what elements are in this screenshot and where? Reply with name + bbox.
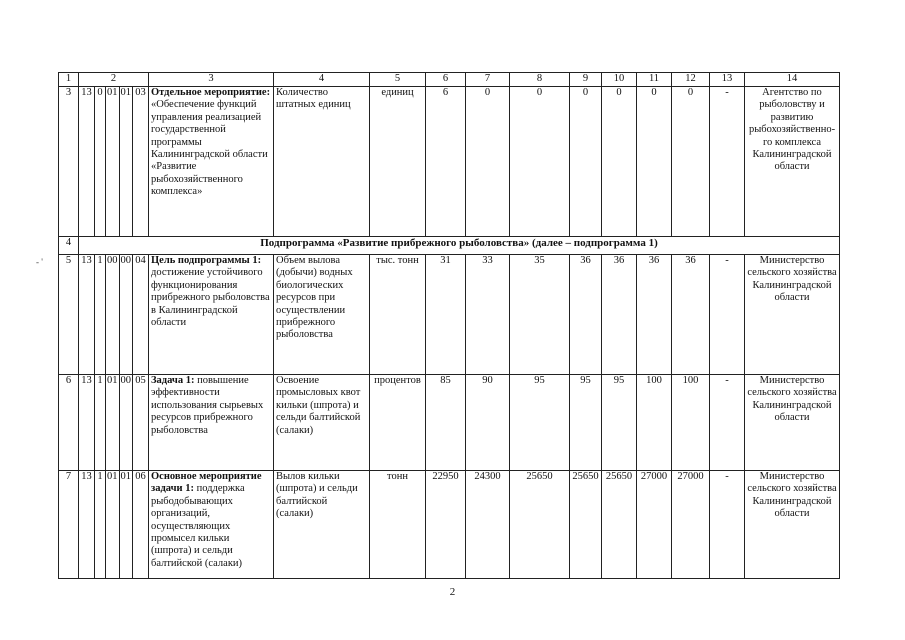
value-cell: 33	[466, 255, 510, 375]
header-cell: 1	[59, 73, 79, 87]
code-cell: 04	[133, 255, 149, 375]
header-cell: 3	[149, 73, 274, 87]
code-cell: 01	[119, 471, 133, 579]
title-cell	[149, 87, 274, 237]
code-cell: 00	[119, 375, 133, 471]
value-cell: 24300	[466, 471, 510, 579]
header-cell: 4	[274, 73, 370, 87]
value-cell: 95	[602, 375, 637, 471]
code-cell: 13	[79, 255, 95, 375]
indicator-cell: Объем вылова (добычи) водных биологических ресурсов при осуществлении прибрежного рыболовства	[274, 255, 370, 375]
value-cell: 6	[426, 87, 466, 237]
unit-cell: тонн	[370, 471, 426, 579]
value-cell: 25650	[510, 471, 570, 579]
value-cell: 0	[672, 87, 710, 237]
header-cell: 9	[570, 73, 602, 87]
table-row	[59, 255, 840, 375]
title-text: «Обеспечение функций управления реализацией государственной программы Калининградской области «Развитие рыбохозяйственного комплекса»	[151, 99, 268, 198]
title-text: поддержка рыбодобывающих организаций, осуществляющих промысел кильки (шпрота) и сельди балтийской (салаки)	[151, 483, 245, 569]
col13-cell: -	[710, 375, 745, 471]
title-bold: Основное мероприятие задачи 1:	[151, 471, 262, 495]
code-cell: 1	[95, 375, 106, 471]
title-bold: Отдельное мероприятие:	[151, 87, 271, 98]
executor-cell: Министерство сельского хозяйства Калининградской области	[745, 471, 840, 579]
unit-cell: единиц	[370, 87, 426, 237]
value-cell: 100	[637, 375, 672, 471]
code-cell: 00	[119, 255, 133, 375]
code-cell: 01	[106, 375, 120, 471]
table-row	[59, 375, 840, 471]
table-row	[59, 471, 840, 579]
value-cell: 25650	[602, 471, 637, 579]
value-cell: 90	[466, 375, 510, 471]
value-cell: 36	[570, 255, 602, 375]
code-cell: 00	[106, 255, 120, 375]
value-cell: 22950	[426, 471, 466, 579]
value-cell: 95	[510, 375, 570, 471]
margin-mark: - '	[36, 257, 43, 267]
executor-cell: Агентство по рыболовству и развитию рыбохозяйственно-го комплекса Калининградской области	[745, 87, 840, 237]
table-row	[59, 87, 840, 237]
value-cell: 36	[602, 255, 637, 375]
code-cell: 0	[95, 87, 106, 237]
value-cell: 0	[510, 87, 570, 237]
code-cell: 13	[79, 375, 95, 471]
page-number: 2	[449, 586, 456, 598]
value-cell: 35	[510, 255, 570, 375]
col13-cell: -	[710, 87, 745, 237]
code-cell: 1	[95, 471, 106, 579]
indicators-table	[58, 72, 840, 579]
value-cell: 27000	[637, 471, 672, 579]
code-cell: 01	[106, 471, 120, 579]
header-cell: 11	[637, 73, 672, 87]
code-cell: 06	[133, 471, 149, 579]
indicator-cell: Освоение промысловых квот кильки (шпрота) и сельди балтийской (салаки)	[274, 375, 370, 471]
value-cell: 31	[426, 255, 466, 375]
title-bold: Задача 1:	[151, 375, 195, 386]
value-cell: 0	[570, 87, 602, 237]
code-cell: 01	[106, 87, 120, 237]
header-cell: 14	[745, 73, 840, 87]
title-bold: Цель подпрограммы 1:	[151, 255, 262, 266]
row-number: 3	[59, 87, 79, 237]
row-number: 6	[59, 375, 79, 471]
value-cell: 27000	[672, 471, 710, 579]
code-cell: 13	[79, 87, 95, 237]
value-cell: 85	[426, 375, 466, 471]
value-cell: 0	[466, 87, 510, 237]
code-cell: 03	[133, 87, 149, 237]
subprogram-title: Подпрограмма «Развитие прибрежного рыболовства» (далее – подпрограмма 1)	[79, 237, 840, 255]
indicator-cell: Вылов кильки (шпрота) и сельди балтийской (салаки)	[274, 471, 370, 579]
value-cell: 36	[672, 255, 710, 375]
subprogram-row	[59, 237, 840, 255]
row-number: 7	[59, 471, 79, 579]
value-cell: 100	[672, 375, 710, 471]
header-cell: 7	[466, 73, 510, 87]
code-cell: 05	[133, 375, 149, 471]
value-cell: 95	[570, 375, 602, 471]
header-row	[59, 73, 840, 87]
row-number: 4	[59, 237, 79, 255]
header-cell: 2	[79, 73, 149, 87]
value-cell: 0	[602, 87, 637, 237]
value-cell: 25650	[570, 471, 602, 579]
header-cell: 8	[510, 73, 570, 87]
header-cell: 5	[370, 73, 426, 87]
header-cell: 12	[672, 73, 710, 87]
col13-cell: -	[710, 255, 745, 375]
col13-cell: -	[710, 471, 745, 579]
code-cell: 01	[119, 87, 133, 237]
executor-cell: Министерство сельского хозяйства Калининградской области	[745, 375, 840, 471]
value-cell: 36	[637, 255, 672, 375]
code-cell: 1	[95, 255, 106, 375]
header-cell: 6	[426, 73, 466, 87]
unit-cell: процентов	[370, 375, 426, 471]
title-text: повышение эффективности использования сырьевых ресурсов прибрежного рыболовства	[151, 375, 264, 436]
title-cell	[149, 255, 274, 375]
unit-cell: тыс. тонн	[370, 255, 426, 375]
header-cell: 13	[710, 73, 745, 87]
title-cell	[149, 375, 274, 471]
indicator-cell: Количество штатных единиц	[274, 87, 370, 237]
value-cell: 0	[637, 87, 672, 237]
title-text: достижение устойчивого функционирования прибрежного рыболовства в Калининградской области	[151, 267, 270, 329]
executor-cell: Министерство сельского хозяйства Калининградской области	[745, 255, 840, 375]
row-number: 5	[59, 255, 79, 375]
header-cell: 10	[602, 73, 637, 87]
title-cell	[149, 471, 274, 579]
code-cell: 13	[79, 471, 95, 579]
